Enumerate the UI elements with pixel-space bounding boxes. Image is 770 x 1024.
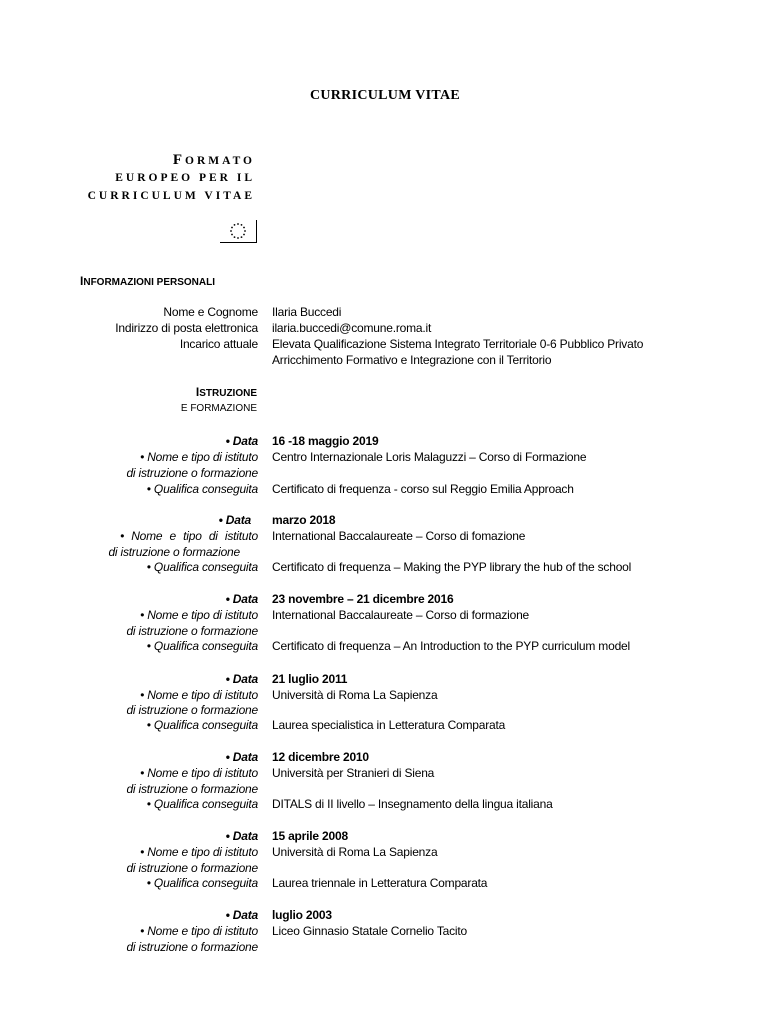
entry-date: 15 aprile 2008 (272, 829, 348, 843)
entry-institute: Centro Internazionale Loris Malaguzzi – Corso di Formazione (272, 450, 587, 464)
entry-institute-label-2: di istruzione o formazione (126, 861, 258, 875)
entry-institute-label-2: di istruzione o formazione (126, 624, 258, 638)
entry-date: marzo 2018 (272, 513, 336, 527)
eu-flag-icon (228, 221, 248, 241)
entry-institute-label: • Nome e tipo di istituto (140, 608, 258, 622)
label-name: Nome e Cognome (163, 305, 258, 319)
entry-qualification-label: • Qualifica conseguita (146, 482, 258, 496)
entry-date: 16 -18 maggio 2019 (272, 434, 379, 448)
value-role-line2: Arricchimento Formativo e Integrazione con il Territorio (272, 353, 552, 367)
entry-institute-label-2: di istruzione o formazione (108, 545, 240, 559)
format-title-initial: F (172, 152, 186, 168)
entry-date-label: • Data (225, 672, 258, 686)
personal-info-heading (80, 274, 215, 288)
format-title-line1 (173, 152, 255, 169)
education-heading-initial: I (195, 385, 200, 399)
entry-institute-label: • Nome e tipo di istituto (140, 688, 258, 702)
entry-institute: International Baccalaureate – Corso di fomazione (272, 529, 526, 543)
entry-qualification-label: • Qualifica conseguita (146, 797, 258, 811)
entry-institute-label: • Nome e tipo di istituto (140, 845, 258, 859)
entry-date: 23 novembre – 21 dicembre 2016 (272, 592, 454, 606)
entry-date-label: • Data (225, 592, 258, 606)
entry-institute-label-2: di istruzione o formazione (126, 782, 258, 796)
entry-qualification-label: • Qualifica conseguita (146, 560, 258, 574)
value-name: Ilaria Buccedi (272, 305, 342, 319)
entry-date-label: • Data (225, 750, 258, 764)
value-role-line1: Elevata Qualificazione Sistema Integrato Territoriale 0-6 Pubblico Privato (272, 337, 644, 351)
entry-date-label: • Data (225, 908, 258, 922)
entry-qualification-label: • Qualifica conseguita (146, 876, 258, 890)
entry-date: 12 dicembre 2010 (272, 750, 369, 764)
entry-institute-label: • Nome e tipo di istituto (140, 450, 258, 464)
label-role: Incarico attuale (179, 337, 258, 351)
personal-heading-initial: I (80, 274, 84, 288)
education-heading-line2: E FORMAZIONE (180, 403, 257, 414)
entry-institute-label-2: di istruzione o formazione (126, 466, 258, 480)
entry-institute-label-2: di istruzione o formazione (126, 703, 258, 717)
entry-institute: International Baccalaureate – Corso di formazione (272, 608, 530, 622)
entry-qualification-label: • Qualifica conseguita (146, 718, 258, 732)
value-email: ilaria.buccedi@comune.roma.it (272, 321, 432, 335)
entry-date-label: • Data (225, 434, 258, 448)
entry-date: luglio 2003 (272, 908, 332, 922)
personal-heading-rest: NFORMAZIONI PERSONALI (83, 277, 216, 288)
entry-institute-label-2: di istruzione o formazione (126, 940, 258, 954)
format-title-line2: EUROPEO PER IL (115, 172, 255, 184)
entry-date: 21 luglio 2011 (272, 672, 348, 686)
education-heading-rest: STRUZIONE (199, 388, 257, 399)
label-email: Indirizzo di posta elettronica (115, 321, 258, 335)
format-title-line3: CURRICULUM VITAE (87, 190, 255, 202)
format-title-rest: ORMATO (185, 155, 255, 167)
entry-date-label: • Data (218, 513, 251, 527)
entry-institute-label: • Nome e tipo di istituto (120, 529, 258, 543)
entry-qualification: Certificato di frequenza – Making the PYP library the hub of the school (272, 560, 632, 574)
entry-date-label: • Data (225, 829, 258, 843)
document-title: CURRICULUM VITAE (309, 88, 461, 103)
entry-qualification: Certificato di frequenza - corso sul Reggio Emilia Approach (272, 482, 574, 496)
education-heading-line1 (196, 385, 257, 399)
entry-institute: Università di Roma La Sapienza (272, 845, 438, 859)
entry-qualification: Laurea triennale in Letteratura Comparata (272, 876, 488, 890)
entry-institute-label: • Nome e tipo di istituto (140, 766, 258, 780)
entry-qualification: Certificato di frequenza – An Introduction to the PYP curriculum model (272, 639, 630, 653)
eu-flag-box (220, 220, 257, 243)
entry-institute-label: • Nome e tipo di istituto (140, 924, 258, 938)
entry-qualification: Laurea specialistica in Letteratura Comparata (272, 718, 506, 732)
entry-qualification: DITALS di II livello – Insegnamento della lingua italiana (272, 797, 553, 811)
entry-institute: Università di Roma La Sapienza (272, 688, 438, 702)
entry-qualification-label: • Qualifica conseguita (146, 639, 258, 653)
entry-institute: Liceo Ginnasio Statale Cornelio Tacito (272, 924, 467, 938)
entry-institute: Università per Stranieri di Siena (272, 766, 435, 780)
